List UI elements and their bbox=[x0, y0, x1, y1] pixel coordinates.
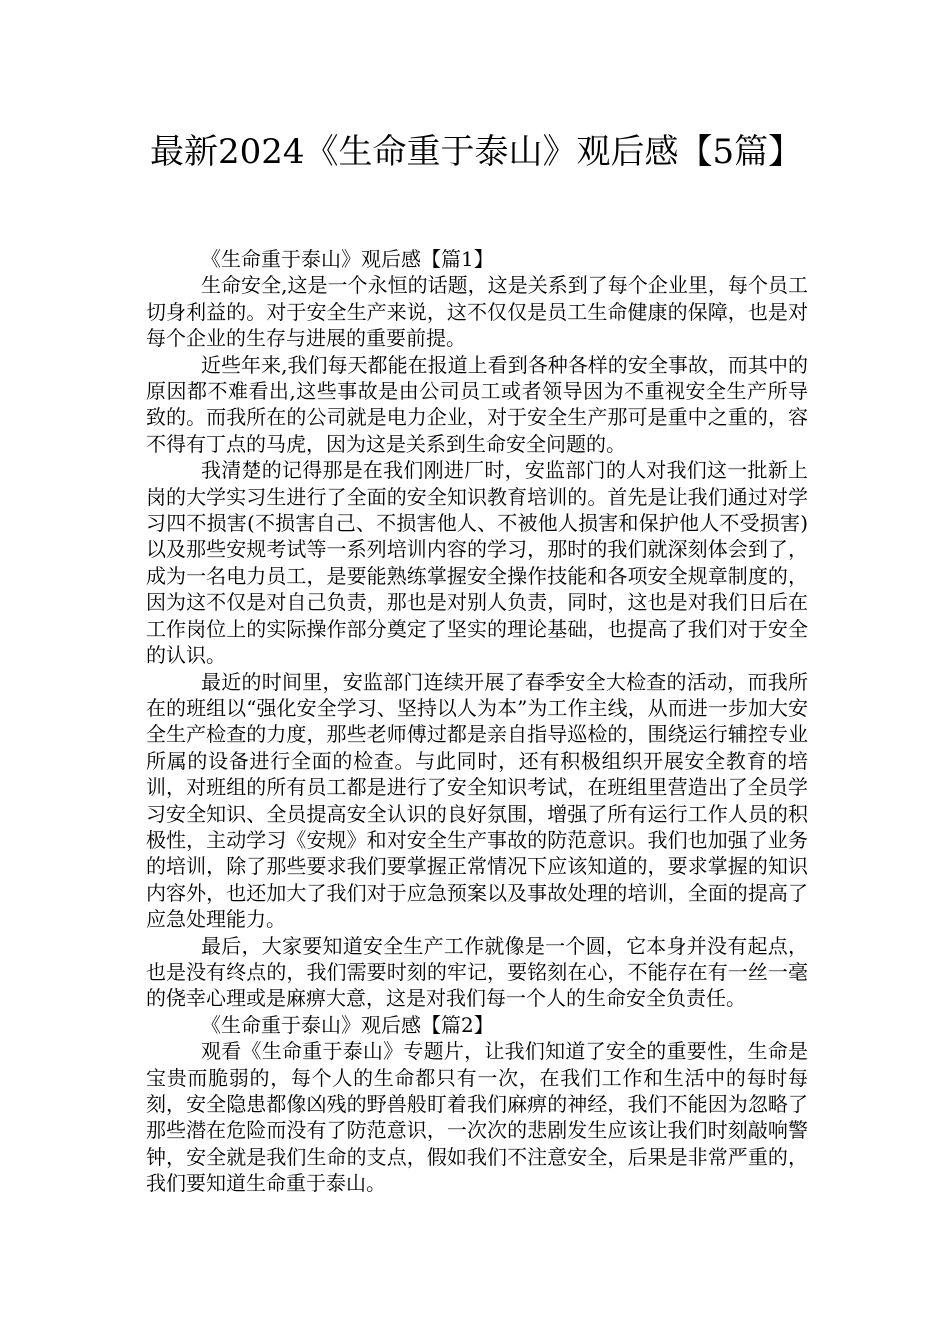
document-body bbox=[146, 246, 808, 1197]
paragraph: 我清楚的记得那是在我们刚进厂时，安监部门的人对我们这一批新上岗的大学实习生进行了全面的安全知识教育培训的。首先是让我们通过对学习四不损害(不损害自己、不损害他人、不被他人损害和保护他人不受损害)以及那些安规考试等一系列培训内容的学习，那时的我们就深刻体会到了，成为一名电力员工，是要能熟练掌握安全操作技能和各项安全规章制度的，因为这不仅是对自己负责，那也是对别人负责，同时，这也是对我们日后在工作岗位上的实际操作部分奠定了坚实的理论基础，也提高了我们对于安全的认识。 bbox=[146, 458, 808, 668]
paragraph: 近些年来,我们每天都能在报道上看到各种各样的安全事故，而其中的原因都不难看出,这些事故是由公司员工或者领导因为不重视安全生产所导致的。而我所在的公司就是电力企业，对于安全生产那可是重中之重的，容不得有丁点的马虎，因为这是关系到生命安全问题的。 bbox=[146, 352, 808, 456]
paragraph: 生命安全,这是一个永恒的话题，这是关系到了每个企业里，每个员工切身利益的。对于安全生产来说，这不仅仅是员工生命健康的保障，也是对每个企业的生存与进展的重要前提。 bbox=[146, 273, 808, 351]
section-heading-1: 《生命重于泰山》观后感【篇1】 bbox=[201, 247, 494, 271]
paragraph: 最后，大家要知道安全生产工作就像是一个圆，它本身并没有起点，也是没有终点的，我们需要时刻的牢记，要铭刻在心，不能存在有一丝一毫的侥幸心理或是麻痹大意，这是对我们每一个人的生命安全负责任。 bbox=[146, 933, 808, 1011]
document-title: 最新2024《生命重于泰山》观后感【5篇】 bbox=[150, 132, 803, 172]
paragraph: 最近的时间里，安监部门连续开展了春季安全大检查的活动，而我所在的班组以“强化安全学习、坚持以人为本”为工作主线，从而进一步加大安全生产检查的力度，那些老师傅过都是亲自指导巡检的，围绕运行辅控专业所属的设备进行全面的检查。与此同时，还有积极组织开展安全教育的培训，对班组的所有员工都是进行了安全知识考试，在班组里营造出了全员学习安全知识、全员提高安全认识的良好氛围，增强了所有运行工作人员的积极性，主动学习《安规》和对安全生产事故的防范意识。我们也加强了业务的培训，除了那些要求我们要掌握正常情况下应该知道的，要求掌握的知识内容外，也还加大了我们对于应急预案以及事故处理的培训，全面的提高了应急处理能力。 bbox=[146, 669, 808, 932]
section-heading-2: 《生命重于泰山》观后感【篇2】 bbox=[201, 1012, 494, 1037]
paragraph: 观看《生命重于泰山》专题片，让我们知道了安全的重要性，生命是宝贵而脆弱的，每个人的生命都只有一次，在我们工作和生活中的每时每刻，安全隐患都像凶残的野兽般盯着我们麻痹的神经，我们不能因为忽略了那些潜在危险而没有了防范意识，一次次的悲剧发生应该让我们时刻敲响警钟，安全就是我们生命的支点，假如我们不注意安全，后果是非常严重的，我们要知道生命重于泰山。 bbox=[146, 1039, 808, 1196]
